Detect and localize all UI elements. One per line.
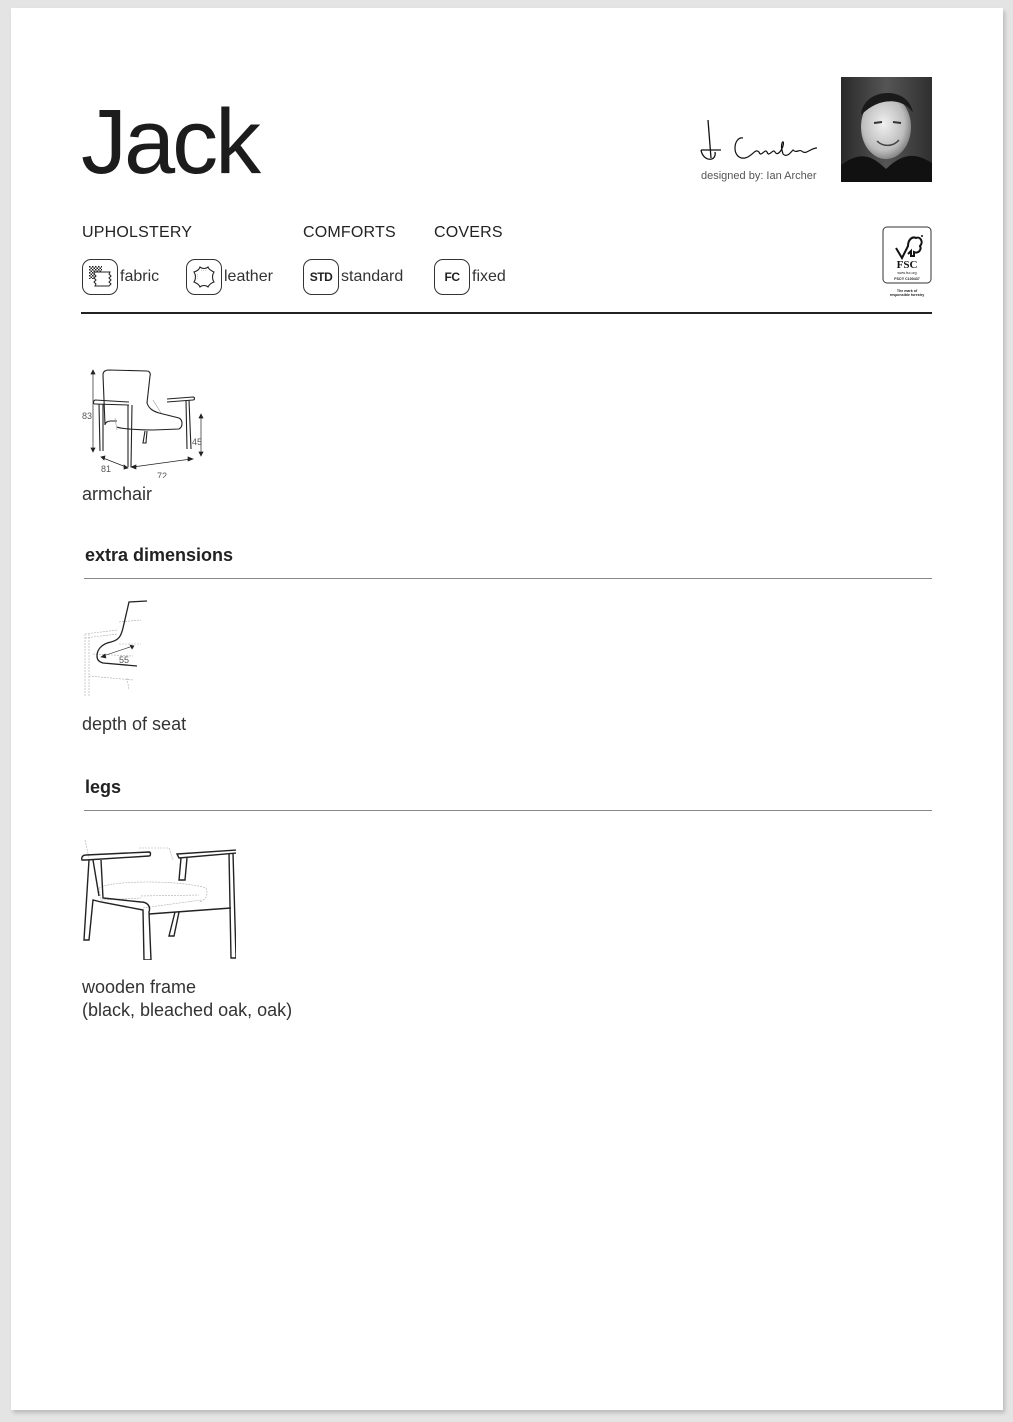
designer-credit: designed by: Ian Archer	[701, 170, 817, 182]
product-title: Jack	[81, 91, 259, 193]
armchair-label: armchair	[82, 484, 153, 504]
standard-label: standard	[341, 268, 404, 285]
upholstery-option-leather	[186, 258, 273, 296]
covers-option-fixed	[434, 258, 506, 296]
dim-depth: 81	[101, 464, 112, 474]
fabric-icon	[82, 259, 118, 295]
fsc-tagline-1: The mark of	[896, 289, 918, 293]
header-divider	[81, 312, 932, 314]
depth-of-seat-drawing	[83, 598, 153, 698]
armchair-drawing	[81, 363, 211, 478]
wooden-frame-label-1: wooden frame	[82, 977, 197, 997]
designer-portrait	[841, 77, 932, 182]
fsc-url: www.fsc.org	[897, 271, 917, 275]
std-code: STD	[309, 270, 333, 284]
spec-sheet-page	[11, 8, 1003, 1410]
fsc-brand: FSC	[896, 259, 918, 271]
fabric-label: fabric	[120, 268, 160, 285]
comforts-label: COMFORTS	[303, 224, 396, 241]
comforts-option-standard	[303, 258, 403, 296]
fc-icon	[434, 259, 470, 295]
fixed-label: fixed	[472, 268, 506, 285]
leather-label: leather	[224, 268, 273, 285]
upholstery-label: UPHOLSTERY	[82, 224, 193, 241]
extra-dimensions-divider	[84, 578, 932, 579]
dim-height: 83	[82, 411, 93, 421]
dim-width: 72	[157, 471, 168, 478]
std-icon	[303, 259, 339, 295]
leather-icon	[186, 259, 222, 295]
fsc-logo	[882, 226, 932, 301]
dim-seat-depth: 55	[119, 655, 130, 665]
covers-label: COVERS	[434, 224, 503, 241]
dim-seat-height: 45	[192, 437, 203, 447]
legs-title: legs	[85, 777, 122, 797]
wooden-frame-drawing	[81, 840, 236, 960]
legs-divider	[84, 810, 932, 811]
depth-of-seat-label: depth of seat	[82, 714, 187, 734]
upholstery-option-fabric	[82, 258, 159, 296]
signature-icon	[693, 108, 823, 168]
fsc-tagline-2: responsible forestry	[889, 293, 925, 297]
wooden-frame-label-2: (black, bleached oak, oak)	[82, 1000, 293, 1020]
fc-code: FC	[444, 270, 460, 284]
fsc-code: FSC® C100437	[894, 277, 920, 281]
extra-dimensions-title: extra dimensions	[85, 545, 234, 565]
